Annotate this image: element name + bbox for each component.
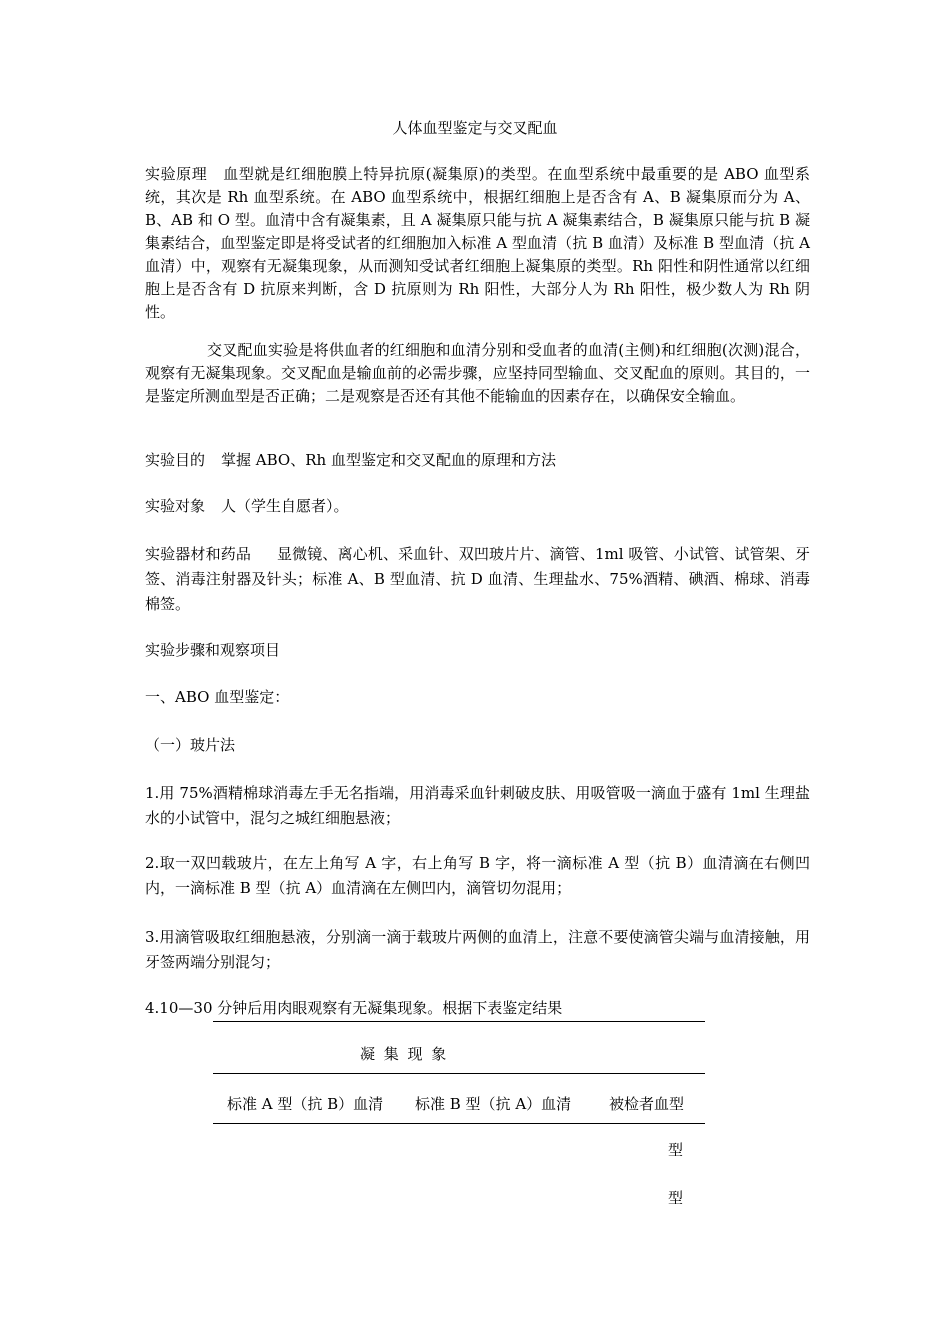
subject-label: 实验对象 <box>145 497 206 515</box>
purpose-text: 掌握 ABO、Rh 血型鉴定和交叉配血的原理和方法 <box>221 451 556 469</box>
principle-text: 血型就是红细胞膜上特异抗原(凝集原)的类型。在血型系统中最重要的是 ABO 血型系统，其次是 Rh 血型系统。在 ABO 血型系统中，根据红细胞上是否含有 A、B 凝集原而分为 A、B、AB 和 O 型。血清中含有凝集素，且 A 凝集原只能与抗 A 凝集素结合，B 凝集原只能与抗 B 凝集素结合，血型鉴定即是将受试者的红细胞加入标准 A 型血清（抗 B 血清）及标准 B 型血清（抗 A 血清）中，观察有无凝集现象，从而测知受试者红细胞上凝集原的类型。Rh 阳性和阴性通常以红细胞上是否含有 D 抗原来判断，含 D 抗原则为 Rh 阳性，大部分人为 Rh 阳性，极少数人为 Rh 阴性。 <box>145 165 810 321</box>
table-mid-rule <box>213 1073 705 1074</box>
subsection-slide-method: （一）玻片法 <box>145 736 236 754</box>
materials-paragraph <box>145 542 810 617</box>
subject-text: 人（学生自愿者）。 <box>221 497 349 515</box>
section-abo-heading: 一、ABO 血型鉴定： <box>145 688 290 706</box>
table-col-anti-a: 标准 B 型（抗 A）血清 <box>415 1095 572 1113</box>
table-col-blood-type: 被检者血型 <box>609 1095 685 1113</box>
table-col-anti-b: 标准 A 型（抗 B）血清 <box>227 1095 384 1113</box>
principle-paragraph <box>145 163 810 324</box>
table-row-1-type: 型 <box>668 1141 684 1159</box>
purpose-label: 实验目的 <box>145 451 206 469</box>
table-group-header: 凝 集 现 象 <box>360 1045 449 1063</box>
principle-label: 实验原理 <box>145 165 208 183</box>
materials-label: 实验器材和药品 <box>145 545 251 563</box>
step-2: 2.取一双凹载玻片，在左上角写 A 字，右上角写 B 字，将一滴标准 A 型（抗 B）血清滴在右侧凹内，一滴标准 B 型（抗 A）血清滴在左侧凹内，滴管切勿混用； <box>145 854 810 897</box>
crossmatch-paragraph: 交叉配血实验是将供血者的红细胞和血清分别和受血者的血清(主侧)和红细胞(次测)混合，观察有无凝集现象。交叉配血是输血前的必需步骤，应坚持同型输血、交叉配血的原则。其目的，一是鉴定所测血型是否正确；二是观察是否还有其他不能输血的因素存在，以确保安全输血。 <box>145 341 810 405</box>
step-3: 3.用滴管吸取红细胞悬液，分别滴一滴于载玻片两侧的血清上，注意不要使滴管尖端与血清接触，用牙签两端分别混匀； <box>145 928 810 971</box>
table-header-rule <box>213 1123 705 1124</box>
materials-text: 显微镜、离心机、采血针、双凹玻片片、滴管、1ml 吸管、小试管、试管架、牙签、消毒注射器及针头；标准 A、B 型血清、抗 D 血清、生理盐水、75%酒精、碘酒、棉球、消毒棉签。 <box>145 545 810 613</box>
document-title: 人体血型鉴定与交叉配血 <box>392 119 558 137</box>
table-top-rule <box>213 1021 705 1022</box>
step-4: 4.10—30 分钟后用肉眼观察有无凝集现象。根据下表鉴定结果 <box>145 999 563 1017</box>
purpose-paragraph <box>145 449 810 472</box>
steps-heading: 实验步骤和观察项目 <box>145 641 281 659</box>
table-row-2-type: 型 <box>668 1189 684 1207</box>
subject-paragraph <box>145 495 810 518</box>
step-1: 1.用 75%酒精棉球消毒左手无名指端，用消毒采血针刺破皮肤、用吸管吸一滴血于盛有 1ml 生理盐水的小试管中，混匀之城红细胞悬液； <box>145 784 810 827</box>
